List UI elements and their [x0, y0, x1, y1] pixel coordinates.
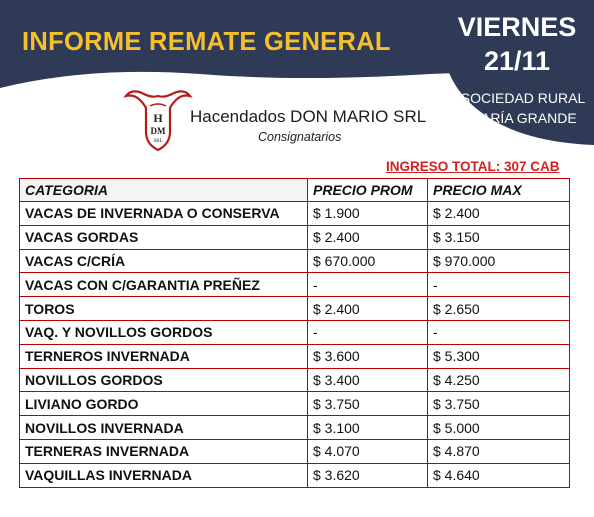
max-price-cell: $ 5.300 [428, 344, 570, 368]
table-row [20, 416, 570, 440]
max-price-cell: $ 2.650 [428, 297, 570, 321]
table-row [20, 439, 570, 463]
category-cell: VACAS GORDAS [20, 225, 308, 249]
max-price-cell: $ 2.400 [428, 202, 570, 226]
avg-price-cell: $ 3.750 [308, 392, 428, 416]
avg-price-cell: $ 1.900 [308, 202, 428, 226]
avg-price-cell: - [308, 320, 428, 344]
avg-price-cell: $ 3.400 [308, 368, 428, 392]
avg-price-cell: $ 2.400 [308, 225, 428, 249]
auction-date: 21/11 [483, 46, 551, 76]
avg-price-cell: $ 670.000 [308, 249, 428, 273]
category-cell: TERNERAS INVERNADA [20, 439, 308, 463]
avg-price-cell: $ 2.400 [308, 297, 428, 321]
avg-price-cell: $ 3.600 [308, 344, 428, 368]
report-title: INFORME REMATE GENERAL [22, 28, 391, 56]
company-logo [122, 86, 194, 152]
max-price-cell: $ 4.250 [428, 368, 570, 392]
max-price-cell: $ 970.000 [428, 249, 570, 273]
price-table [19, 178, 570, 488]
category-cell: VAQ. Y NOVILLOS GORDOS [20, 320, 308, 344]
max-price-cell: $ 4.640 [428, 463, 570, 487]
category-cell: TOROS [20, 297, 308, 321]
max-price-cell: - [428, 273, 570, 297]
svg-text:SRL: SRL [153, 139, 163, 144]
category-cell: TERNEROS INVERNADA [20, 344, 308, 368]
table-row [20, 320, 570, 344]
col-header-categoria: CATEGORIA [20, 179, 308, 202]
total-intake: INGRESO TOTAL: 307 CAB [386, 159, 560, 174]
avg-price-cell: $ 4.070 [308, 439, 428, 463]
col-header-precio-prom: PRECIO PROM [308, 179, 428, 202]
table-row [20, 344, 570, 368]
table-row [20, 297, 570, 321]
venue-line-1: SOCIEDAD RURAL [460, 90, 586, 106]
category-cell: VACAS C/CRÍA [20, 249, 308, 273]
max-price-cell: $ 3.750 [428, 392, 570, 416]
avg-price-cell: $ 3.620 [308, 463, 428, 487]
category-cell: NOVILLOS INVERNADA [20, 416, 308, 440]
table-row [20, 463, 570, 487]
table-row [20, 392, 570, 416]
max-price-cell: $ 5.000 [428, 416, 570, 440]
col-header-precio-max: PRECIO MAX [428, 179, 570, 202]
venue-line-2: MARÍA GRANDE [469, 110, 577, 126]
category-cell: LIVIANO GORDO [20, 392, 308, 416]
avg-price-cell: - [308, 273, 428, 297]
category-cell: VAQUILLAS INVERNADA [20, 463, 308, 487]
company-subtitle: Consignatarios [258, 130, 342, 144]
auction-day: VIERNES [457, 12, 577, 42]
svg-text:DM: DM [150, 126, 166, 136]
category-cell: VACAS CON C/GARANTIA PREÑEZ [20, 273, 308, 297]
table-row [20, 273, 570, 297]
table-row [20, 225, 570, 249]
table-row [20, 368, 570, 392]
category-cell: NOVILLOS GORDOS [20, 368, 308, 392]
max-price-cell: $ 3.150 [428, 225, 570, 249]
max-price-cell: $ 4.870 [428, 439, 570, 463]
table-header-row [20, 179, 570, 202]
max-price-cell: - [428, 320, 570, 344]
company-name: Hacendados DON MARIO SRL [190, 107, 427, 126]
table-row [20, 202, 570, 226]
svg-text:H: H [153, 111, 163, 125]
avg-price-cell: $ 3.100 [308, 416, 428, 440]
table-row [20, 249, 570, 273]
category-cell: VACAS DE INVERNADA O CONSERVA [20, 202, 308, 226]
